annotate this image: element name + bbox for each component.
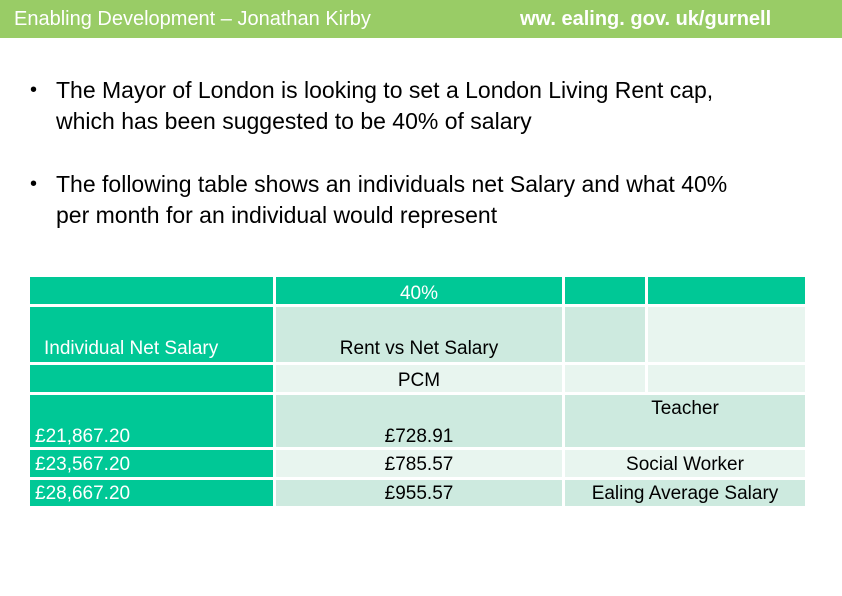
table-cell xyxy=(648,365,805,392)
salary-value: £28,667.20 xyxy=(35,483,131,504)
salary-value: £23,567.20 xyxy=(35,454,131,475)
bullet-symbol: • xyxy=(30,173,38,195)
website-url: ww. ealing. gov. uk/gurnell xyxy=(520,8,772,30)
bullet-line: The following table shows an individuals net Salary and what 40% xyxy=(56,171,728,197)
table-cell xyxy=(648,307,805,362)
bullet-text xyxy=(56,169,826,231)
occupation-label: Teacher xyxy=(651,398,719,419)
bullet-line: which has been suggested to be 40% of salary xyxy=(56,108,532,134)
bullet-line: per month for an individual would represent xyxy=(56,202,498,228)
pcm-heading: PCM xyxy=(276,365,562,392)
rent-value: £785.57 xyxy=(384,454,454,475)
bullet-symbol: • xyxy=(30,79,38,101)
header-bar xyxy=(0,0,842,38)
salary-value: £21,867.20 xyxy=(35,426,131,447)
rent-value: £955.57 xyxy=(384,483,454,504)
table-header-40-percent: 40% xyxy=(276,277,562,304)
bullet-line: The Mayor of London is looking to set a London Living Rent cap, xyxy=(56,77,714,103)
table-header-cell xyxy=(648,277,805,304)
individual-net-salary-heading: Individual Net Salary xyxy=(44,338,219,359)
rent-value: £728.91 xyxy=(384,426,454,447)
bullet-text xyxy=(56,75,826,137)
presenter-title: Enabling Development – Jonathan Kirby xyxy=(14,8,371,30)
table-header-cell xyxy=(30,277,273,304)
occupation-label: Ealing Average Salary xyxy=(591,483,779,504)
occupation-label: Social Worker xyxy=(626,454,744,475)
rent-vs-net-salary-heading: Rent vs Net Salary xyxy=(339,338,499,359)
table-cell xyxy=(565,365,645,392)
table-cell xyxy=(30,365,273,392)
table-header-cell xyxy=(565,277,645,304)
table-cell xyxy=(565,307,645,362)
